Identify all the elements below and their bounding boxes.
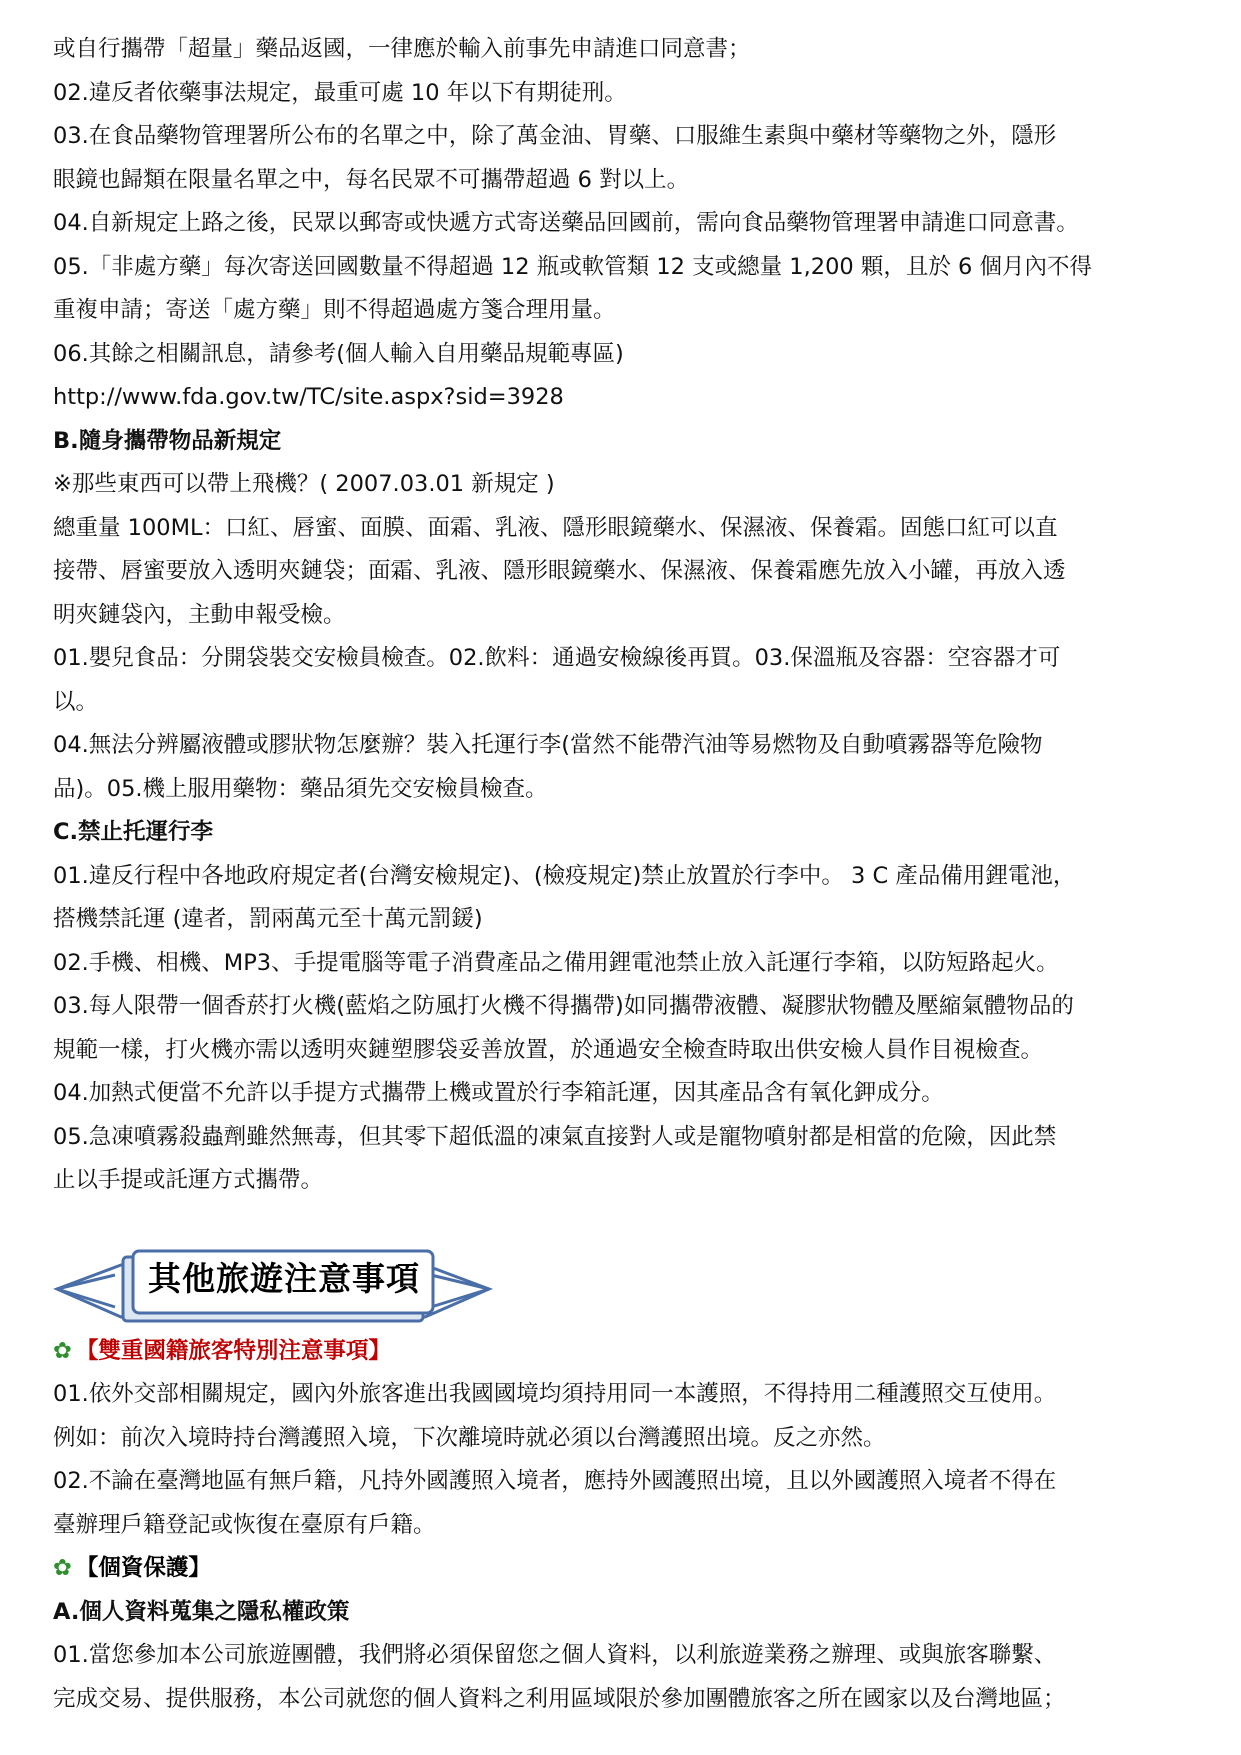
fda-link[interactable]: http://www.fda.gov.tw/TC/site.aspx?sid=3928	[53, 384, 564, 410]
flower-icon: ✿	[53, 1555, 72, 1581]
text-line: 01.當您參加本公司旅遊團體，我們將必須保留您之個人資料，以利旅遊業務之辦理、或與旅客聯繫、	[53, 1642, 1057, 1668]
section-spacer	[53, 1203, 1193, 1235]
privacy-heading-text: 【個資保護】	[75, 1555, 211, 1581]
text-line: 重複申請；寄送「處方藥」則不得超過處方箋合理用量。	[53, 297, 616, 323]
privacy-sub-heading: A.個人資料蒐集之隱私權政策	[53, 1598, 350, 1625]
text-line: 06.其餘之相關訊息，請參考(個人輸入自用藥品規範專區)	[53, 340, 624, 367]
text-line: 01.依外交部相關規定，國內外旅客進出我國國境均須持用同一本護照，不得持用二種護照交互使用。	[53, 1381, 1057, 1407]
section-c-heading: C.禁止托運行李	[53, 819, 214, 845]
dual-nationality-heading-text: 【雙重國籍旅客特別注意事項】	[75, 1337, 391, 1364]
text-line: 例如：前次入境時持台灣護照入境，下次離境時就必須以台灣護照出境。反之亦然。	[53, 1424, 886, 1451]
banner-title: 其他旅遊注意事項	[148, 1258, 420, 1298]
text-line: 接帶、唇蜜要放入透明夾鏈袋；面霜、乳液、隱形眼鏡藥水、保濕液、保養霜應先放入小罐，再放入透	[53, 558, 1066, 584]
dual-nationality-heading	[53, 1330, 1193, 1374]
text-line: 04.無法分辨屬液體或膠狀物怎麼辦？裝入托運行李(當然不能帶汽油等易燃物及自動噴霧器等危險物	[53, 732, 1043, 758]
text-line: 止以手提或託運方式攜帶。	[53, 1167, 324, 1193]
text-line: 01.違反行程中各地政府規定者(台灣安檢規定)、(檢疫規定)禁止放置於行李中。 3 C 產品備用鋰電池，	[53, 862, 1076, 889]
section-banner	[53, 1235, 493, 1330]
text-line: 總重量 100ML：口紅、唇蜜、面膜、面霜、乳液、隱形眼鏡藥水、保濕液、保養霜。固態口紅可以直	[53, 514, 1058, 541]
text-line: 以。	[53, 688, 99, 715]
text-line: 05.「非處方藥」每次寄送回國數量不得超過 12 瓶或軟管類 12 支或總量 1,200 顆，且於 6 個月內不得	[53, 253, 1092, 280]
text-line: 02.手機、相機、MP3、手提電腦等電子消費產品之備用鋰電池禁止放入託運行李箱，以防短路起火。	[53, 949, 1059, 976]
text-line: 品)。05.機上服用藥物：藥品須先交安檢員檢查。	[53, 775, 548, 802]
text-line: 或自行攜帶「超量」藥品返國，一律應於輸入前事先申請進口同意書；	[53, 36, 751, 62]
text-line: 01.嬰兒食品：分開袋裝交安檢員檢查。02.飲料：通過安檢線後再買。03.保溫瓶及容器：空容器才可	[53, 645, 1061, 671]
text-line: 規範一樣，打火機亦需以透明夾鏈塑膠袋妥善放置，於通過安全檢查時取出供安檢人員作目視檢查。	[53, 1036, 1044, 1063]
document-body	[53, 28, 1193, 1721]
text-line: 05.急凍噴霧殺蟲劑雖然無毒，但其零下超低溫的凍氣直接對人或是寵物噴射都是相當的危險，因此禁	[53, 1123, 1057, 1150]
section-b-heading: B.隨身攜帶物品新規定	[53, 427, 282, 454]
text-line: 02.違反者依藥事法規定，最重可處 10 年以下有期徒刑。	[53, 79, 627, 106]
text-line: 03.在食品藥物管理署所公布的名單之中，除了萬金油、胃藥、口服維生素與中藥材等藥物之外，隱形	[53, 123, 1057, 149]
text-line: 臺辦理戶籍登記或恢復在臺原有戶籍。	[53, 1511, 436, 1538]
text-line: ※那些東西可以帶上飛機？( 2007.03.01 新規定 )	[53, 471, 555, 497]
text-line: 明夾鏈袋內，主動申報受檢。	[53, 601, 346, 628]
text-line: 04.加熱式便當不允許以手提方式攜帶上機或置於行李箱託運，因其產品含有氧化鉀成分。	[53, 1080, 944, 1106]
text-line: 04.自新規定上路之後，民眾以郵寄或快遞方式寄送藥品回國前，需向食品藥物管理署申請進口同意書。	[53, 210, 1079, 236]
text-line: 02.不論在臺灣地區有無戶籍，凡持外國護照入境者，應持外國護照出境，且以外國護照入境者不得在	[53, 1468, 1057, 1494]
privacy-heading	[53, 1547, 1193, 1591]
text-line: 搭機禁託運 (違者，罰兩萬元至十萬元罰鍰)	[53, 906, 483, 932]
text-line: 眼鏡也歸類在限量名單之中，每名民眾不可攜帶超過 6 對以上。	[53, 166, 690, 193]
text-line: 03.每人限帶一個香菸打火機(藍焰之防風打火機不得攜帶)如同攜帶液體、凝膠狀物體及壓縮氣體物品的	[53, 993, 1074, 1019]
text-line: 完成交易、提供服務，本公司就您的個人資料之利用區域限於參加團體旅客之所在國家以及台灣地區；	[53, 1685, 1066, 1712]
flower-icon: ✿	[53, 1337, 72, 1364]
